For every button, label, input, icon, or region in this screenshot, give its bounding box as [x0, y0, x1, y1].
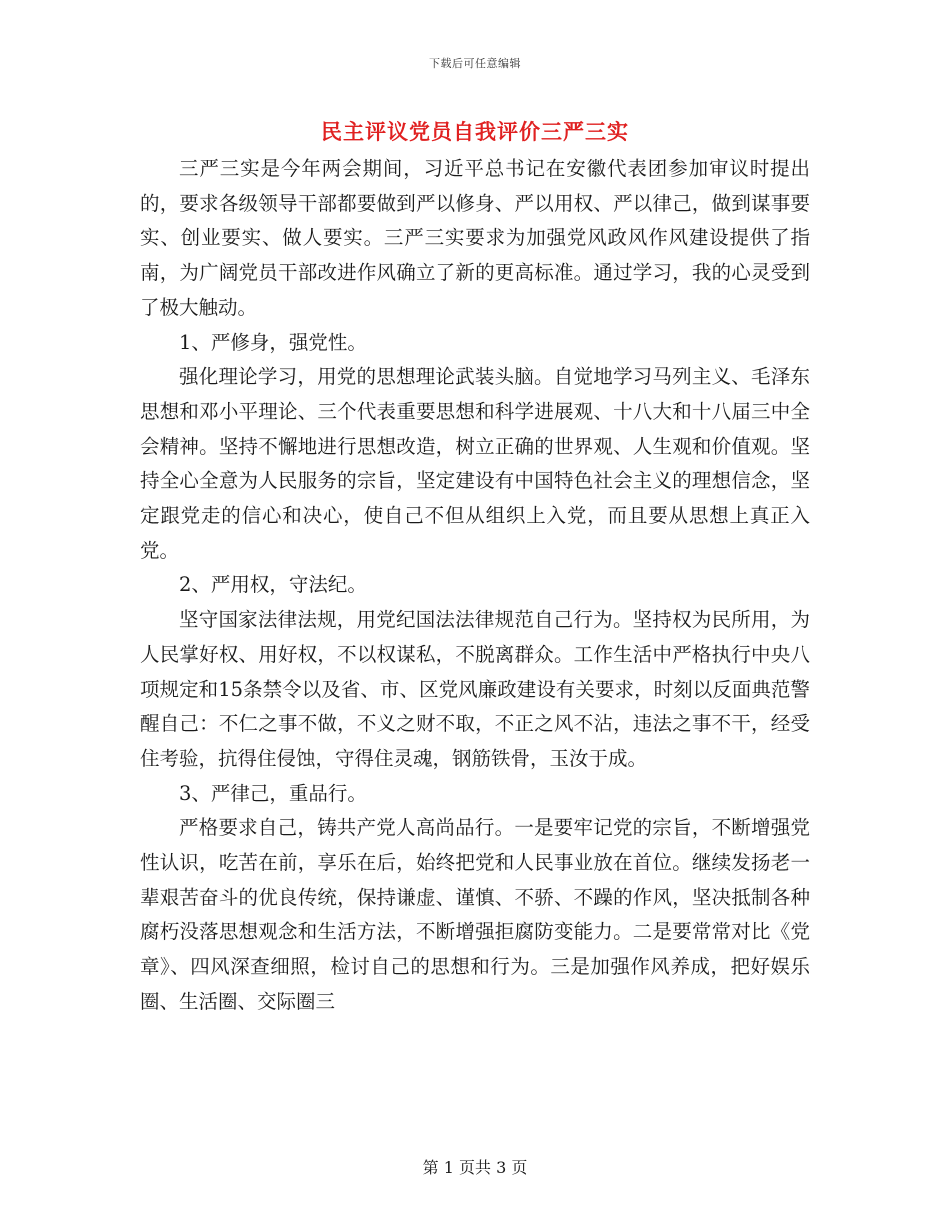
document-body: [140, 152, 810, 1020]
paragraph-section-3: 严格要求自己，铸共产党人高尚品行。一是要牢记党的宗旨，不断增强党性认识，吃苦在前，享乐在后，始终把党和人民事业放在首位。继续发扬老一辈艰苦奋斗的优良传统，保持谦虚、谨慎、不骄、不躁的作风，坚决抵制各种腐朽没落思想观念和生活方法，不断增强拒腐防变能力。二是要常常对比《党章》、四风深查细照，检讨自己的思想和行为。三是加强作风养成，把好娱乐圈、生活圈、交际圈三: [140, 816, 810, 1013]
section-heading-3: 3、严律己，重品行。: [179, 781, 367, 805]
section-heading-2: 2、严用权，守法纪。: [179, 573, 367, 597]
paragraph-section-1: 强化理论学习，用党的思想理论武装头脑。自觉地学习马列主义、毛泽东思想和邓小平理论、三个代表重要思想和科学进展观、十八大和十八届三中全会精神。坚持不懈地进行思想改造，树立正确的世界观、人生观和价值观。坚持全心全意为人民服务的宗旨，坚定建设有中国特色社会主义的理想信念，坚定跟党走的信心和决心，使自己不但从组织上入党，而且要从思想上真正入党。: [140, 365, 810, 562]
paragraph-section-2: 坚守国家法律法规，用党纪国法法律规范自己行为。坚持权为民所用，为人民掌好权、用好权，不以权谋私，不脱离群众。工作生活中严格执行中央八项规定和15条禁令以及省、市、区党风廉政建设有关要求，时刻以反面典范警醒自己：不仁之事不做，不义之财不取，不正之风不沾，违法之事不干，经受住考验，抗得住侵蚀，守得住灵魂，钢筋铁骨，玉汝于成。: [140, 608, 810, 770]
paragraph-intro: 三严三实是今年两会期间，习近平总书记在安徽代表团参加审议时提出的，要求各级领导干部都要做到严以修身、严以用权、严以律己，做到谋事要实、创业要实、做人要实。三严三实要求为加强党风政风作风建设提供了指南，为广阔党员干部改进作风确立了新的更高标准。通过学习，我的心灵受到了极大触动。: [140, 157, 810, 319]
page-number: 第 1 页共 3 页: [422, 1158, 528, 1177]
section-heading-1: 1、严修身，强党性。: [179, 330, 367, 354]
document-title: 民主评议党员自我评价三严三实: [321, 119, 629, 144]
header-note: 下载后可任意编辑: [429, 57, 521, 70]
